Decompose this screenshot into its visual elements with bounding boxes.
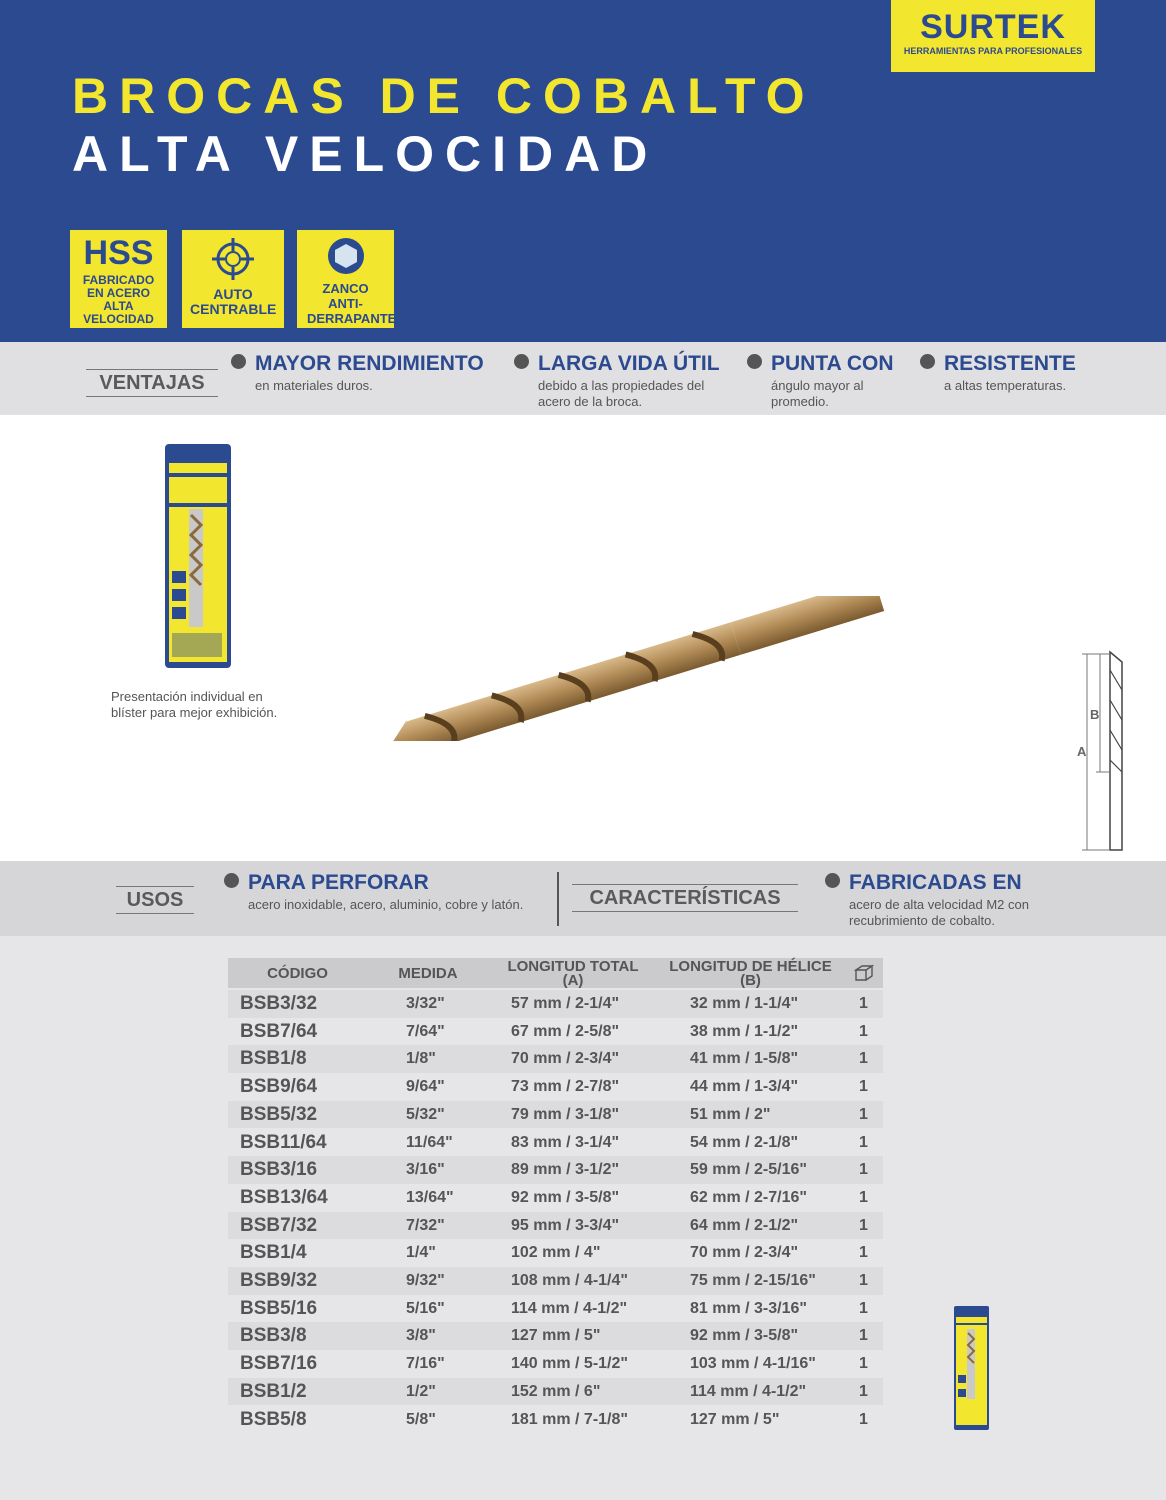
cell-longitud-total: 92 mm / 3-5/8" <box>511 1188 620 1206</box>
feature-desc: a altas temperaturas. <box>944 378 1067 393</box>
cell-longitud-total: 140 mm / 5-1/2" <box>511 1355 628 1373</box>
cell-longitud-helice: 114 mm / 4-1/2" <box>690 1382 807 1400</box>
cell-longitud-total: 181 mm / 7-1/8" <box>511 1410 628 1428</box>
cell-longitud-helice: 44 mm / 1-3/4" <box>690 1078 799 1096</box>
cell-codigo: BSB1/4 <box>240 1242 307 1264</box>
cell-medida: 1/4" <box>406 1244 436 1262</box>
cell-longitud-helice: 54 mm / 2-1/8" <box>690 1133 799 1151</box>
cell-medida: 11/64" <box>406 1133 453 1151</box>
cell-longitud-helice: 127 mm / 5" <box>690 1410 780 1428</box>
bullet-icon <box>514 354 529 369</box>
cell-longitud-helice: 75 mm / 2-15/16" <box>690 1272 816 1289</box>
header-longitud-helice-line1: LONGITUD DE HÉLICE <box>669 958 832 975</box>
cell-cantidad: 1 <box>859 995 868 1012</box>
cell-medida: 1/2" <box>406 1382 436 1400</box>
dimension-label-b: B <box>1090 707 1100 722</box>
cell-longitud-helice: 62 mm / 2-7/16" <box>690 1188 807 1206</box>
table-row <box>228 990 883 1018</box>
header-longitud-helice-line2: (B) <box>740 972 761 989</box>
cell-medida: 13/64" <box>406 1188 454 1206</box>
cell-codigo: BSB5/32 <box>240 1103 318 1125</box>
cell-cantidad: 1 <box>859 1105 868 1123</box>
feature-title: LARGA VIDA ÚTIL <box>538 352 720 375</box>
cell-longitud-helice: 59 mm / 2-5/16" <box>690 1161 807 1179</box>
table-row <box>228 1129 883 1157</box>
cell-longitud-total: 89 mm / 3-1/2" <box>511 1161 620 1179</box>
cell-medida: 9/32" <box>406 1272 445 1289</box>
cell-longitud-total: 127 mm / 5" <box>511 1327 601 1345</box>
cell-medida: 7/64" <box>406 1022 445 1040</box>
cell-codigo: BSB13/64 <box>240 1186 328 1208</box>
cell-longitud-total: 73 mm / 2-7/8" <box>511 1078 620 1096</box>
cell-longitud-helice: 38 mm / 1-1/2" <box>690 1022 799 1040</box>
page-title-line2: ALTA VELOCIDAD <box>72 126 659 182</box>
blister-package-image <box>164 443 232 669</box>
cell-cantidad: 1 <box>859 1161 868 1179</box>
cell-cantidad: 1 <box>859 1272 868 1289</box>
cell-longitud-total: 57 mm / 2-1/4" <box>511 995 620 1012</box>
badge-hss-big: HSS <box>83 234 154 272</box>
table-row <box>228 1018 883 1046</box>
dimension-label-a: A <box>1077 744 1087 759</box>
cell-medida: 3/8" <box>406 1327 436 1345</box>
cell-longitud-helice: 81 mm / 3-3/16" <box>690 1299 807 1317</box>
cell-codigo: BSB9/64 <box>240 1076 318 1098</box>
caracteristicas-label: CARACTERÍSTICAS <box>572 884 798 912</box>
cell-medida: 7/16" <box>406 1355 445 1373</box>
blister-caption: Presentación individual en blíster para mejor exhibición. <box>111 689 278 720</box>
bullet-icon <box>920 354 935 369</box>
table-row <box>228 1406 883 1434</box>
table-row <box>228 1212 883 1240</box>
brand-logo <box>891 0 1095 72</box>
cell-medida: 5/16" <box>406 1299 445 1317</box>
cell-medida: 5/32" <box>406 1105 445 1123</box>
cell-medida: 3/16" <box>406 1161 445 1179</box>
ventajas-label: VENTAJAS <box>86 369 218 397</box>
feature-title: MAYOR RENDIMIENTO <box>255 352 484 375</box>
crosshair-icon <box>210 236 256 282</box>
cell-codigo: BSB5/8 <box>240 1408 307 1430</box>
cell-longitud-helice: 41 mm / 1-5/8" <box>690 1050 799 1068</box>
table-row <box>228 1322 883 1350</box>
usos-label: USOS <box>116 886 194 914</box>
cell-codigo: BSB11/64 <box>240 1131 327 1153</box>
cell-cantidad: 1 <box>859 1299 868 1317</box>
table-header <box>228 958 883 988</box>
table-row <box>228 1295 883 1323</box>
table-row <box>228 1184 883 1212</box>
cell-cantidad: 1 <box>859 1078 868 1096</box>
bullet-icon <box>825 873 840 888</box>
divider <box>557 872 559 926</box>
badge-zanco-text: ZANCO ANTI-DERRAPANTE <box>307 281 397 326</box>
cell-longitud-total: 83 mm / 3-1/4" <box>511 1133 620 1151</box>
table-row <box>228 1239 883 1267</box>
cell-codigo: BSB1/8 <box>240 1048 307 1070</box>
cell-cantidad: 1 <box>859 1382 868 1400</box>
header-longitud-helice <box>658 960 843 988</box>
cell-longitud-helice: 51 mm / 2" <box>690 1105 771 1123</box>
cell-medida: 5/8" <box>406 1410 436 1428</box>
feature-desc: ángulo mayor al promedio. <box>771 378 864 409</box>
cell-cantidad: 1 <box>859 1216 868 1234</box>
badge-hss <box>70 230 167 328</box>
cell-medida: 9/64" <box>406 1078 445 1096</box>
cell-codigo: BSB7/16 <box>240 1353 318 1375</box>
badge-hss-text: FABRICADO EN ACERO ALTA VELOCIDAD <box>82 273 155 326</box>
header-codigo: CÓDIGO <box>267 965 328 982</box>
cell-codigo: BSB3/16 <box>240 1159 318 1181</box>
table-row <box>228 1045 883 1073</box>
drill-bit-image <box>380 596 892 741</box>
cell-longitud-helice: 92 mm / 3-5/8" <box>690 1327 799 1345</box>
badge-auto-text: AUTO CENTRABLE <box>190 286 277 317</box>
cell-codigo: BSB5/16 <box>240 1297 318 1319</box>
feature-title: RESISTENTE <box>944 352 1076 375</box>
header-longitud-total <box>493 960 653 988</box>
brand-tagline: HERRAMIENTAS PARA PROFESIONALES <box>903 46 1083 56</box>
cell-medida: 7/32" <box>406 1216 445 1234</box>
cell-longitud-helice: 103 mm / 4-1/16" <box>690 1355 816 1373</box>
cell-cantidad: 1 <box>859 1050 868 1068</box>
cell-longitud-helice: 70 mm / 2-3/4" <box>690 1244 799 1262</box>
header-medida: MEDIDA <box>398 965 458 982</box>
cell-longitud-total: 102 mm / 4" <box>511 1244 601 1262</box>
cell-codigo: BSB1/2 <box>240 1380 307 1402</box>
feature-resistente <box>920 350 1090 394</box>
cell-medida: 1/8" <box>406 1050 436 1068</box>
blister-package-thumbnail <box>953 1305 990 1431</box>
feature-title: PUNTA CON <box>771 352 894 375</box>
table-row <box>228 1101 883 1129</box>
header-longitud-total-line2: (A) <box>562 972 584 989</box>
cell-cantidad: 1 <box>859 1244 868 1262</box>
cell-medida: 3/32" <box>406 995 445 1012</box>
cell-cantidad: 1 <box>859 1133 868 1151</box>
cell-longitud-total: 152 mm / 6" <box>511 1382 601 1400</box>
cell-codigo: BSB3/8 <box>240 1325 307 1347</box>
table-row <box>228 1267 883 1295</box>
bullet-icon <box>747 354 762 369</box>
uso-perforar <box>224 869 554 913</box>
brand-name: SURTEK <box>920 8 1066 46</box>
cell-longitud-total: 67 mm / 2-5/8" <box>511 1022 620 1040</box>
table-row <box>228 1073 883 1101</box>
page-title-line1: BROCAS DE COBALTO <box>72 68 816 124</box>
feature-desc: debido a las propiedades del acero de la broca. <box>538 378 705 409</box>
cell-codigo: BSB7/64 <box>240 1020 318 1042</box>
cell-cantidad: 1 <box>859 1355 868 1373</box>
header-longitud-total-line1: LONGITUD TOTAL <box>507 958 639 975</box>
cell-codigo: BSB7/32 <box>240 1214 318 1236</box>
table-row <box>228 1378 883 1406</box>
cell-longitud-total: 114 mm / 4-1/2" <box>511 1299 628 1317</box>
cell-codigo: BSB3/32 <box>240 993 318 1014</box>
box-quantity-icon <box>854 964 874 982</box>
caracteristica-fabricadas <box>825 869 1055 929</box>
cell-longitud-helice: 32 mm / 1-1/4" <box>690 995 799 1012</box>
cell-cantidad: 1 <box>859 1188 868 1206</box>
cell-longitud-total: 79 mm / 3-1/8" <box>511 1105 620 1123</box>
cell-cantidad: 1 <box>859 1410 868 1428</box>
uso-desc: acero inoxidable, acero, aluminio, cobre y latón. <box>248 897 524 912</box>
cell-cantidad: 1 <box>859 1327 868 1345</box>
caracteristica-title: FABRICADAS EN <box>849 871 1022 894</box>
caracteristica-desc: acero de alta velocidad M2 con recubrimiento de cobalto. <box>849 897 1029 928</box>
badge-zanco <box>297 230 397 328</box>
feature-rendimiento <box>231 350 501 394</box>
feature-punta <box>747 350 912 410</box>
bullet-icon <box>224 873 239 888</box>
uso-title: PARA PERFORAR <box>248 871 429 894</box>
cell-longitud-helice: 64 mm / 2-1/2" <box>690 1216 799 1234</box>
table-row <box>228 1350 883 1378</box>
hex-shank-icon <box>326 236 366 276</box>
cell-cantidad: 1 <box>859 1022 868 1040</box>
cell-codigo: BSB9/32 <box>240 1270 318 1291</box>
cell-longitud-total: 70 mm / 2-3/4" <box>511 1050 620 1068</box>
cell-longitud-total: 108 mm / 4-1/4" <box>511 1272 628 1289</box>
feature-desc: en materiales duros. <box>255 378 373 393</box>
table-row <box>228 1156 883 1184</box>
badge-auto-centrable <box>182 230 284 328</box>
bullet-icon <box>231 354 246 369</box>
cell-longitud-total: 95 mm / 3-3/4" <box>511 1216 620 1234</box>
feature-vida-util <box>514 350 736 410</box>
